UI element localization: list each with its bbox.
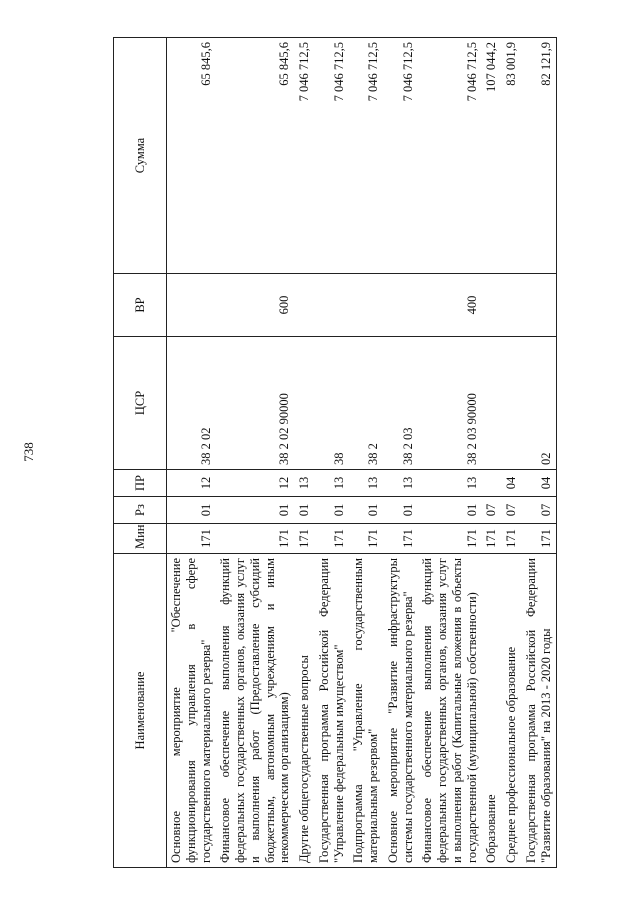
row-csr: 02 (522, 337, 557, 470)
table-row (216, 38, 295, 868)
row-min: 171 (502, 524, 522, 554)
row-min: 171 (167, 524, 217, 554)
row-pr: 13 (295, 470, 315, 497)
row-name: Финансовое обеспечение выполнения функций федеральных государственных органов, оказания услуг и выполнения работ (Капитальные вложения в объекты государственной (муниципальной) собственности) (418, 554, 482, 868)
row-csr: 38 (315, 337, 350, 470)
row-vr (522, 274, 557, 337)
row-csr: 38 2 (349, 337, 384, 470)
row-csr: 38 2 02 (167, 337, 217, 470)
header-pr: ПР (114, 470, 167, 497)
table-row (315, 38, 350, 868)
row-vr (167, 274, 217, 337)
table-row (418, 38, 482, 868)
row-pr: 04 (522, 470, 557, 497)
row-pr: 13 (384, 470, 419, 497)
row-sum: 7 046 712,5 (315, 38, 350, 274)
row-vr (315, 274, 350, 337)
row-pr: 04 (502, 470, 522, 497)
header-row (114, 38, 167, 868)
row-vr (384, 274, 419, 337)
row-rz: 01 (349, 497, 384, 524)
row-csr: 38 2 03 (384, 337, 419, 470)
row-rz: 07 (502, 497, 522, 524)
row-csr (502, 337, 522, 470)
row-vr (502, 274, 522, 337)
table-row (349, 38, 384, 868)
row-vr: 400 (418, 274, 482, 337)
table-body (167, 38, 557, 868)
row-min: 171 (384, 524, 419, 554)
table-header (114, 38, 167, 868)
row-vr (482, 274, 502, 337)
row-min: 171 (216, 524, 295, 554)
row-vr (349, 274, 384, 337)
row-pr: 12 (167, 470, 217, 497)
page-number: 738 (21, 442, 36, 462)
row-pr: 13 (315, 470, 350, 497)
header-name: Наименование (114, 554, 167, 868)
row-pr: 12 (216, 470, 295, 497)
header-min: Мин (114, 524, 167, 554)
row-name: Среднее профессиональное образование (502, 554, 522, 868)
row-name: Другие общегосударственные вопросы (295, 554, 315, 868)
row-sum: 7 046 712,5 (418, 38, 482, 274)
row-sum: 107 044,2 (482, 38, 502, 274)
row-rz: 01 (418, 497, 482, 524)
row-sum: 82 121,9 (522, 38, 557, 274)
row-min: 171 (315, 524, 350, 554)
row-sum: 65 845,6 (167, 38, 217, 274)
rotated-page-content (113, 38, 640, 868)
budget-table (113, 37, 557, 868)
row-rz: 07 (522, 497, 557, 524)
header-rz: Рз (114, 497, 167, 524)
row-vr: 600 (216, 274, 295, 337)
row-rz: 01 (216, 497, 295, 524)
table-row (502, 38, 522, 868)
row-sum: 65 845,6 (216, 38, 295, 274)
table-row (295, 38, 315, 868)
row-min: 171 (522, 524, 557, 554)
row-name: Государственная программа Российской Федерации "Управление федеральным имуществом" (315, 554, 350, 868)
header-sum: Сумма (114, 38, 167, 274)
row-sum: 83 001,9 (502, 38, 522, 274)
row-min: 171 (349, 524, 384, 554)
row-name: Основное мероприятие "Развитие инфраструктуры системы государственного материального резерва" (384, 554, 419, 868)
row-sum: 7 046 712,5 (349, 38, 384, 274)
row-name: Финансовое обеспечение выполнения функций федеральных государственных органов, оказания услуг и выполнения работ (Предоставление субсидий бюджетным, автономным учреждениям и иным некоммерческим организациям) (216, 554, 295, 868)
row-csr: 38 2 03 90000 (418, 337, 482, 470)
row-name: Образование (482, 554, 502, 868)
row-rz: 01 (295, 497, 315, 524)
header-csr: ЦСР (114, 337, 167, 470)
row-rz: 07 (482, 497, 502, 524)
row-rz: 01 (384, 497, 419, 524)
header-vr: ВР (114, 274, 167, 337)
row-min: 171 (418, 524, 482, 554)
row-pr (482, 470, 502, 497)
row-vr (295, 274, 315, 337)
row-pr: 13 (349, 470, 384, 497)
table-row (522, 38, 557, 868)
row-csr: 38 2 02 90000 (216, 337, 295, 470)
row-rz: 01 (167, 497, 217, 524)
row-name: Государственная программа Российской Федерации "Развитие образования" на 2013 - 2020 годы (522, 554, 557, 868)
row-min: 171 (482, 524, 502, 554)
row-csr (482, 337, 502, 470)
row-sum: 7 046 712,5 (295, 38, 315, 274)
row-csr (295, 337, 315, 470)
row-min: 171 (295, 524, 315, 554)
table-row (167, 38, 217, 868)
row-name: Подпрограмма "Управление государственным материальным резервом" (349, 554, 384, 868)
row-name: Основное мероприятие "Обеспечение функционирования управления в сфере государственного материального резерва" (167, 554, 217, 868)
table-row (482, 38, 502, 868)
row-rz: 01 (315, 497, 350, 524)
row-sum: 7 046 712,5 (384, 38, 419, 274)
row-pr: 13 (418, 470, 482, 497)
table-row (384, 38, 419, 868)
